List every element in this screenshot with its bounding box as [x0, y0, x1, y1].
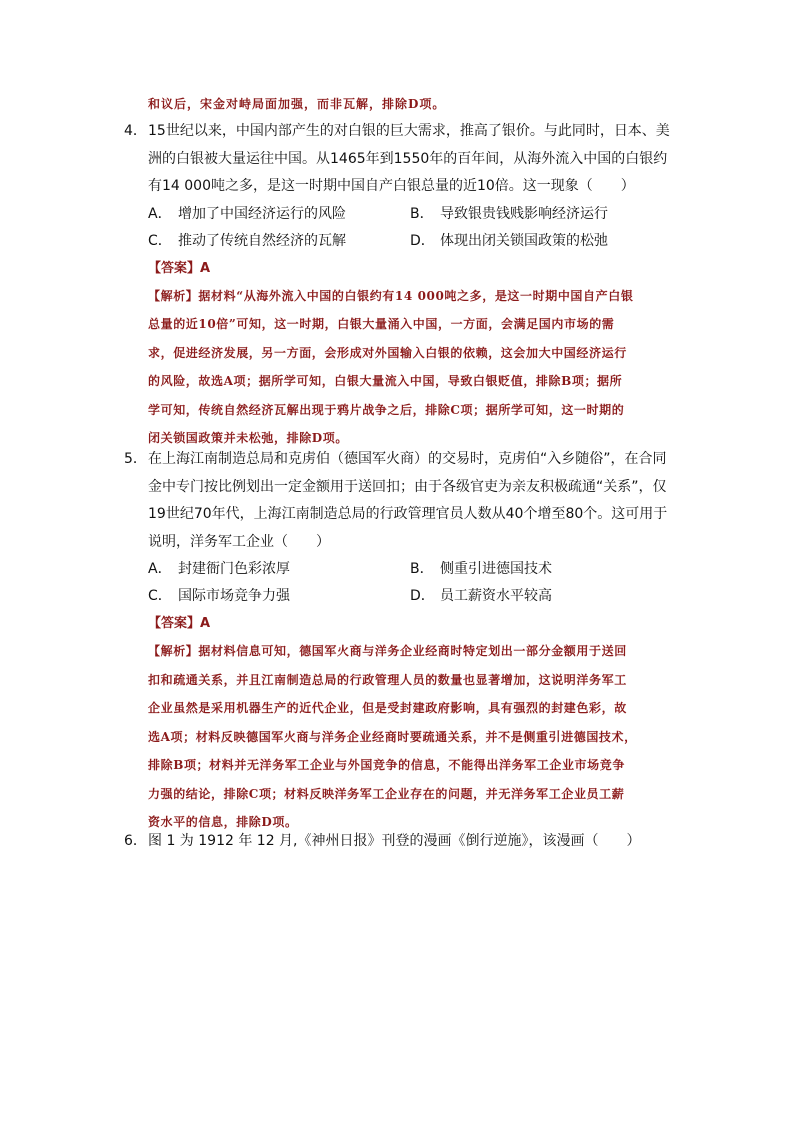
option-b[interactable]: B． 导致银贵钱贱影响经济运行: [410, 205, 608, 222]
question-stem-line: 15世纪以来，中国内部产生的对白银的巨大需求，推高了银价。与此同时，日本、美: [148, 123, 670, 139]
analysis-block: [124, 637, 694, 837]
analysis-line: 选A项；材料反映德国军火商与洋务企业经商时要疏通关系，并不是侧重引进德国技术，: [148, 729, 637, 744]
question-4: [124, 118, 694, 453]
analysis-line: 力强的结论，排除C项；材料反映洋务军工企业存在的问题，并无洋务军工企业员工薪: [148, 786, 625, 801]
question-stem-line: 说明，洋务军工企业（ ）: [148, 533, 330, 550]
analysis-line: 资水平的信息，排除D项。: [148, 815, 298, 829]
option-c[interactable]: C． 国际市场竞争力强: [148, 588, 290, 604]
analysis-block: [124, 282, 694, 453]
question-stem-line: 在上海江南制造总局和克虏伯（德国军火商）的交易时，克虏伯“入乡随俗”，在合同: [148, 451, 667, 467]
analysis-line: 的风险，故选A项；据所学可知，白银大量流入中国，导致白银贬值，排除B项；据所: [148, 374, 623, 388]
analysis-line: 学可知，传统自然经济瓦解出现于鸦片战争之后，排除C项；据所学可知，这一时期的: [148, 402, 625, 417]
question-stem-line: 19世纪70年代，上海江南制造总局的行政管理官员人数从40个增至80个。这可用于: [148, 506, 668, 522]
option-a[interactable]: A． 封建衙门色彩浓厚: [148, 561, 290, 577]
options-row: [124, 556, 694, 583]
question-stem-line: 有14 000吨之多，是这一时期中国自产白银总量的近10倍。这一现象（ ）: [148, 178, 635, 194]
question-number: 5．: [124, 451, 147, 467]
analysis-line: 总量的近10倍”可知，这一时期，白银大量涌入中国，一方面，会满足国内市场的需: [148, 317, 615, 331]
option-d[interactable]: D． 员工薪资水平较高: [410, 588, 552, 604]
option-a[interactable]: A． 增加了中国经济运行的风险: [148, 205, 346, 222]
answer-label: 【答案】A: [148, 616, 211, 631]
option-c[interactable]: C． 推动了传统自然经济的瓦解: [148, 232, 346, 249]
option-b[interactable]: B． 侧重引进德国技术: [410, 561, 552, 577]
analysis-line: 企业虽然是采用机器生产的近代企业，但是受封建政府影响，具有强烈的封建色彩，故: [148, 701, 627, 715]
analysis-line: 【解析】据材料信息可知，德国军火商与洋务企业经商时特定划出一部分金额用于送回: [148, 644, 627, 658]
question-stem-line: 金中专门按比例划出一定金额用于送回扣；由于各级官吏为亲友积极疏通“关系”，仅: [148, 478, 667, 495]
options-row: [124, 583, 694, 610]
question-stem-line: 洲的白银被大量运往中国。从1465年到1550年的百年间，从海外流入中国的白银约: [148, 150, 668, 167]
question-stem-line: 图 1 为 1912 年 12 月,《神州日报》刊登的漫画《倒行逆施》，该漫画（ ）: [148, 833, 641, 849]
options-row: [124, 228, 694, 255]
question-number: 6．: [124, 833, 147, 849]
previous-analysis-tail: 和议后，宋金对峙局面加强，而非瓦解，排除D项。: [148, 97, 446, 111]
analysis-line: 【解析】据材料“从海外流入中国的白银约有14 000吨之多，是这一时期中国自产白银: [148, 288, 634, 303]
answer-label: 【答案】A: [148, 260, 211, 276]
analysis-line: 排除B项；材料并无洋务军工企业与外国竞争的信息，不能得出洋务军工企业市场竞争: [148, 758, 625, 772]
analysis-line: 闭关锁国政策并未松弛，排除D项。: [148, 431, 349, 445]
analysis-line: 求，促进经济发展，另一方面，会形成对外国输入白银的依赖，这会加大中国经济运行: [148, 345, 627, 360]
analysis-line: 扣和疏通关系，并且江南制造总局的行政管理人员的数量也显著增加，这说明洋务军工: [148, 672, 627, 687]
question-number: 4．: [124, 123, 147, 139]
question-5: [124, 446, 694, 837]
question-6: [124, 828, 694, 856]
options-row: [124, 201, 694, 228]
option-d[interactable]: D． 体现出闭关锁国政策的松弛: [410, 232, 608, 249]
